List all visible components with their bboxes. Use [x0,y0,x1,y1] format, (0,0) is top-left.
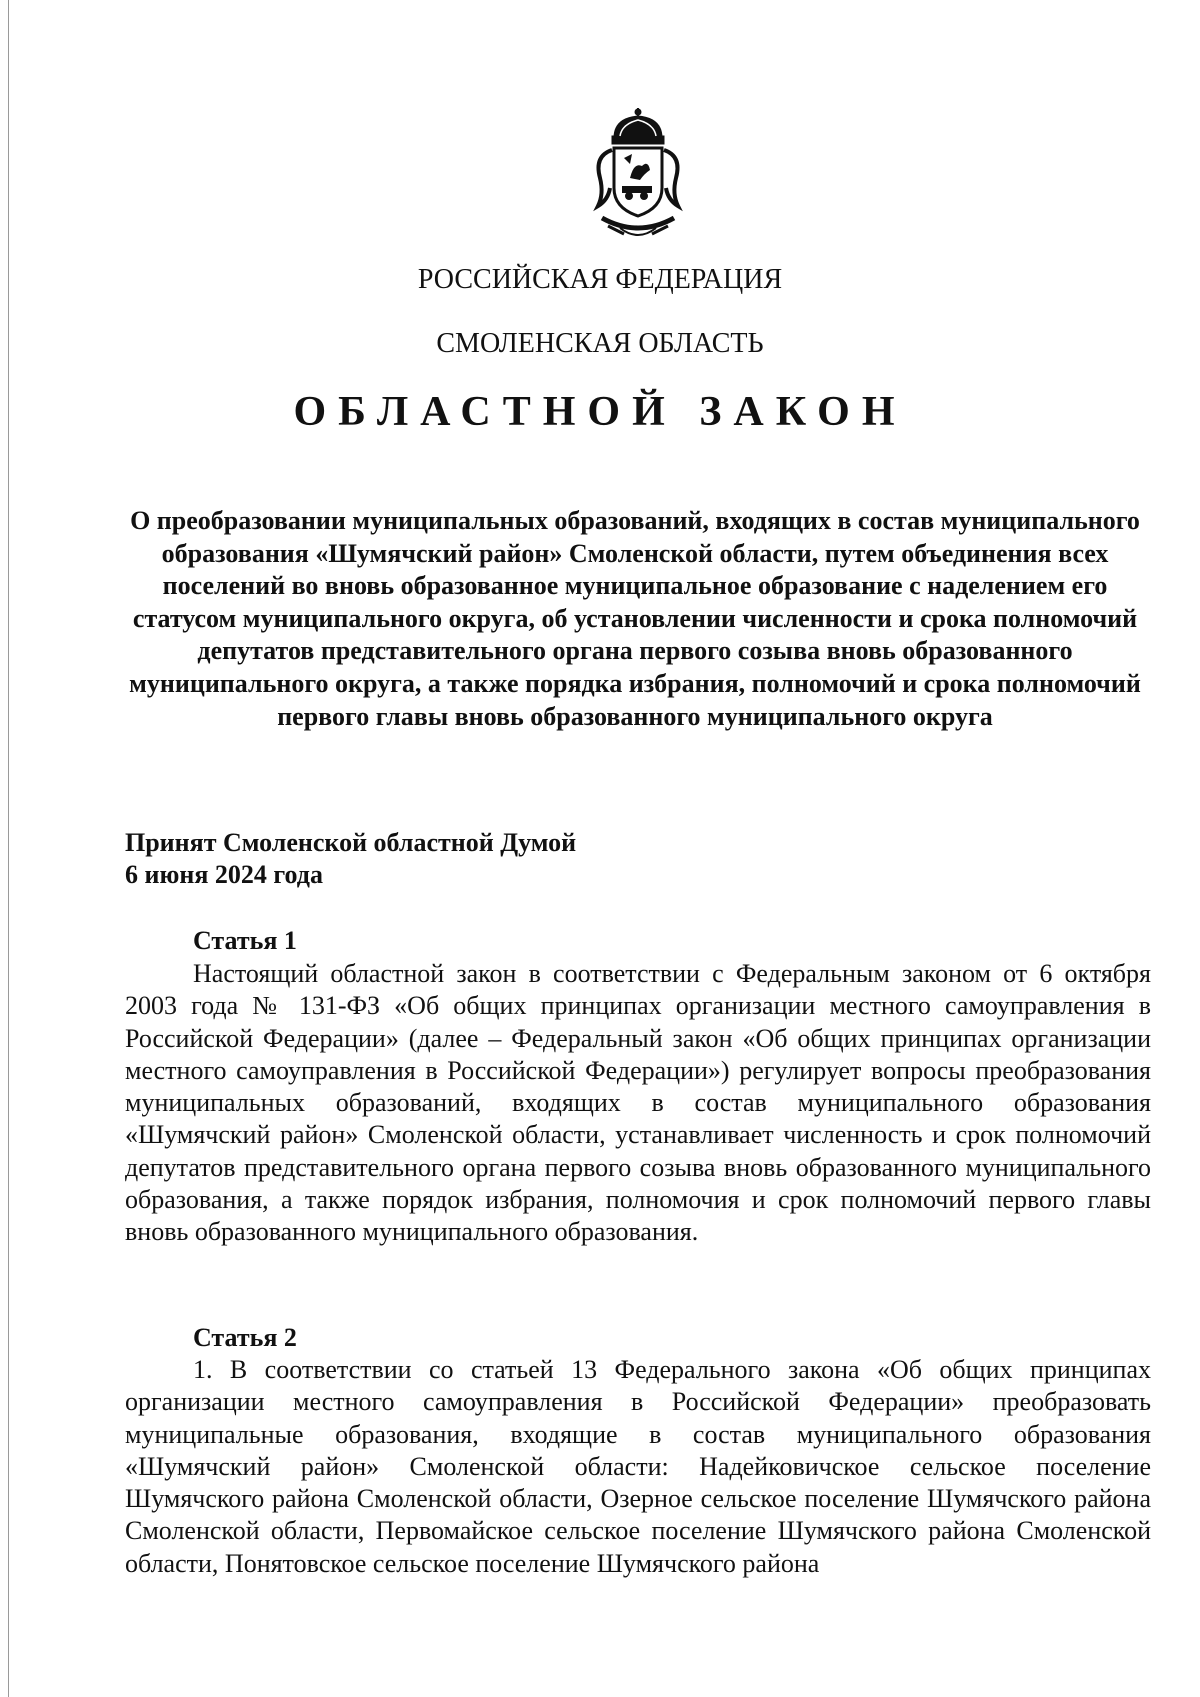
page-edge-line [8,0,9,1697]
adoption-date: 6 июня 2024 года [125,860,323,889]
article-1-heading: Статья 1 [193,926,297,955]
document-type-title: ОБЛАСТНОЙ ЗАКОН [293,389,907,435]
law-title: О преобразовании муниципальных образований, входящих в состав муниципального образования «Шумячский район» Смоленской области, путем объединения всех поселений во вновь образованное муниципальное образование с наделением его статусом муниципального округа, об установлении численности и срока полномочий депутатов представительного органа первого созыва вновь образованного муниципального округа, а также порядка избрания, полномочий и срока полномочий первого главы вновь образованного муниципального округа [129,506,1141,731]
article-2-text: 1. В соответствии со статьей 13 Федерального закона «Об общих принципах организации местного самоуправления в Российской Федерации» преобразовать муниципальные образования, входящие в состав муниципального образования «Шумячский район» Смоленской области: Надейковичское сельское поселение Шумячского района Смоленской области, Озерное сельское поселение Шумячского района Смоленской области, Первомайское сельское поселение Шумячского района Смоленской области, Понятовское сельское поселение Шумячского района [125,1355,1151,1578]
coat-of-arms-icon [584,108,692,246]
adoption-body: Принят Смоленской областной Думой [125,828,577,857]
country-heading: РОССИЙСКАЯ ФЕДЕРАЦИЯ [417,264,783,295]
article-2-heading: Статья 2 [193,1323,297,1352]
adoption-block [125,827,576,891]
region-heading: СМОЛЕНСКАЯ ОБЛАСТЬ [436,328,764,359]
article-1-text: Настоящий областной закон в соответствии с Федеральным законом от 6 октября 2003 года № 131-ФЗ «Об общих принципах организации местного самоуправления в Российской Федерации» (далее – Федеральный закон «Об общих принципах организации местного самоуправления в Российской Федерации») регулирует вопросы преобразования муниципальных образований, входящих в состав муниципального образования «Шумячский район» Смоленской области, устанавливает численность и срок полномочий депутатов представительного органа первого созыва вновь образованного муниципального образования, а также порядок избрания, полномочия и срок полномочий первого главы вновь образованного муниципального образования. [125,959,1151,1247]
